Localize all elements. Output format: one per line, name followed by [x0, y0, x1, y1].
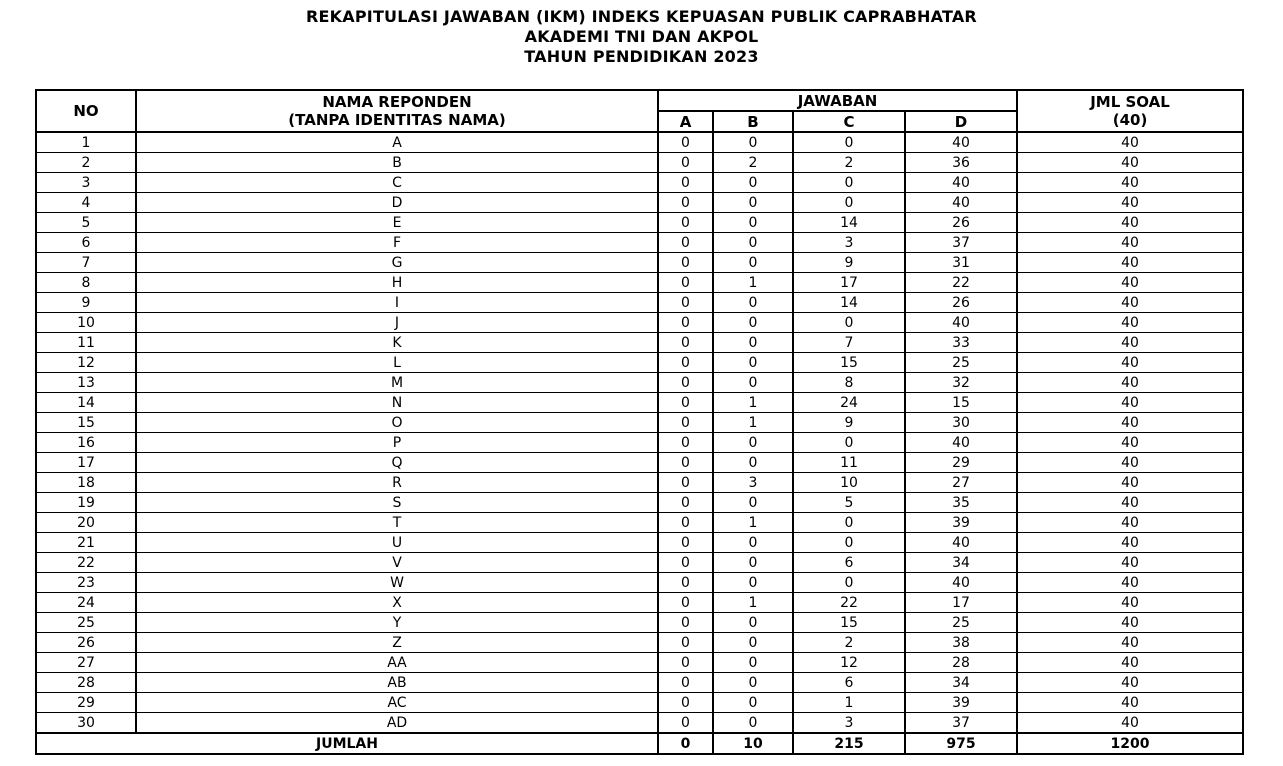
- table-row: [36, 173, 1243, 193]
- row-answer-a: 0: [658, 493, 713, 513]
- total-a: 0: [658, 733, 713, 754]
- row-total-questions: 40: [1017, 453, 1243, 473]
- row-answer-c: 0: [793, 132, 905, 153]
- row-answer-a: 0: [658, 653, 713, 673]
- row-answer-b: 2: [713, 153, 793, 173]
- row-total-questions: 40: [1017, 573, 1243, 593]
- row-answer-d: 40: [905, 313, 1017, 333]
- row-answer-b: 1: [713, 273, 793, 293]
- row-answer-a: 0: [658, 473, 713, 493]
- row-answer-b: 0: [713, 313, 793, 333]
- row-answer-c: 8: [793, 373, 905, 393]
- row-respondent: Y: [136, 613, 658, 633]
- title-line-1: REKAPITULASI JAWABAN (IKM) INDEKS KEPUASAN PUBLIK CAPRABHATAR: [306, 7, 977, 26]
- row-answer-a: 0: [658, 213, 713, 233]
- row-answer-a: 0: [658, 373, 713, 393]
- row-answer-c: 11: [793, 453, 905, 473]
- row-answer-a: 0: [658, 393, 713, 413]
- row-answer-c: 1: [793, 693, 905, 713]
- row-answer-d: 17: [905, 593, 1017, 613]
- table-row: [36, 193, 1243, 213]
- row-respondent: AC: [136, 693, 658, 713]
- row-total-questions: 40: [1017, 213, 1243, 233]
- row-answer-a: 0: [658, 173, 713, 193]
- row-answer-b: 0: [713, 293, 793, 313]
- row-answer-a: 0: [658, 713, 713, 734]
- table-row: [36, 273, 1243, 293]
- row-answer-a: 0: [658, 513, 713, 533]
- row-answer-a: 0: [658, 193, 713, 213]
- row-no: 22: [36, 553, 136, 573]
- table-row: [36, 553, 1243, 573]
- row-answer-d: 40: [905, 573, 1017, 593]
- row-answer-b: 0: [713, 132, 793, 153]
- row-answer-a: 0: [658, 573, 713, 593]
- table-row: [36, 693, 1243, 713]
- row-answer-d: 37: [905, 713, 1017, 734]
- row-respondent: U: [136, 533, 658, 553]
- row-answer-d: 31: [905, 253, 1017, 273]
- row-respondent: J: [136, 313, 658, 333]
- header-name-line-2: (TANPA IDENTITAS NAMA): [288, 111, 506, 129]
- row-no: 25: [36, 613, 136, 633]
- row-no: 29: [36, 693, 136, 713]
- row-answer-c: 0: [793, 433, 905, 453]
- row-total-questions: 40: [1017, 193, 1243, 213]
- row-respondent: H: [136, 273, 658, 293]
- row-answer-b: 0: [713, 693, 793, 713]
- row-no: 24: [36, 593, 136, 613]
- row-answer-d: 28: [905, 653, 1017, 673]
- row-answer-d: 40: [905, 433, 1017, 453]
- row-answer-b: 0: [713, 333, 793, 353]
- row-answer-c: 0: [793, 193, 905, 213]
- row-answer-d: 22: [905, 273, 1017, 293]
- row-total-questions: 40: [1017, 353, 1243, 373]
- row-no: 3: [36, 173, 136, 193]
- row-answer-a: 0: [658, 433, 713, 453]
- row-answer-a: 0: [658, 453, 713, 473]
- row-total-questions: 40: [1017, 473, 1243, 493]
- row-no: 11: [36, 333, 136, 353]
- row-total-questions: 40: [1017, 533, 1243, 553]
- row-respondent: D: [136, 193, 658, 213]
- row-answer-a: 0: [658, 313, 713, 333]
- row-no: 9: [36, 293, 136, 313]
- total-b: 10: [713, 733, 793, 754]
- row-total-questions: 40: [1017, 713, 1243, 734]
- row-no: 27: [36, 653, 136, 673]
- row-total-questions: 40: [1017, 233, 1243, 253]
- row-respondent: C: [136, 173, 658, 193]
- row-no: 12: [36, 353, 136, 373]
- row-total-questions: 40: [1017, 293, 1243, 313]
- row-no: 18: [36, 473, 136, 493]
- row-answer-a: 0: [658, 333, 713, 353]
- row-answer-d: 35: [905, 493, 1017, 513]
- row-answer-b: 0: [713, 573, 793, 593]
- row-answer-b: 0: [713, 433, 793, 453]
- row-answer-c: 14: [793, 213, 905, 233]
- row-answer-b: 0: [713, 233, 793, 253]
- row-no: 2: [36, 153, 136, 173]
- row-respondent: AD: [136, 713, 658, 734]
- row-answer-b: 0: [713, 353, 793, 373]
- row-answer-d: 26: [905, 213, 1017, 233]
- table-row: [36, 213, 1243, 233]
- row-total-questions: 40: [1017, 373, 1243, 393]
- row-answer-a: 0: [658, 293, 713, 313]
- table-row: [36, 333, 1243, 353]
- table-row: [36, 393, 1243, 413]
- row-no: 7: [36, 253, 136, 273]
- title-line-3: TAHUN PENDIDIKAN 2023: [524, 47, 759, 66]
- row-answer-c: 9: [793, 253, 905, 273]
- row-respondent: AA: [136, 653, 658, 673]
- table-row: [36, 633, 1243, 653]
- row-answer-a: 0: [658, 553, 713, 573]
- total-label: JUMLAH: [36, 733, 658, 754]
- row-answer-a: 0: [658, 413, 713, 433]
- table-footer: [36, 733, 1243, 754]
- row-total-questions: 40: [1017, 413, 1243, 433]
- table-row: [36, 453, 1243, 473]
- row-total-questions: 40: [1017, 553, 1243, 573]
- row-total-questions: 40: [1017, 613, 1243, 633]
- table-row: [36, 373, 1243, 393]
- row-no: 15: [36, 413, 136, 433]
- row-respondent: P: [136, 433, 658, 453]
- row-answer-b: 1: [713, 513, 793, 533]
- row-no: 13: [36, 373, 136, 393]
- row-total-questions: 40: [1017, 633, 1243, 653]
- table-row: [36, 313, 1243, 333]
- header-total-line-2: (40): [1112, 111, 1148, 129]
- table-row: [36, 153, 1243, 173]
- table-row: [36, 132, 1243, 153]
- row-no: 1: [36, 132, 136, 153]
- row-no: 28: [36, 673, 136, 693]
- table-body: [36, 132, 1243, 733]
- row-answer-d: 27: [905, 473, 1017, 493]
- row-total-questions: 40: [1017, 513, 1243, 533]
- row-answer-a: 0: [658, 693, 713, 713]
- header-b: B: [713, 111, 793, 132]
- header-total: [1017, 90, 1243, 132]
- row-answer-d: 26: [905, 293, 1017, 313]
- table-row: [36, 413, 1243, 433]
- row-answer-c: 5: [793, 493, 905, 513]
- table-row: [36, 253, 1243, 273]
- row-respondent: F: [136, 233, 658, 253]
- row-answer-b: 0: [713, 193, 793, 213]
- row-answer-a: 0: [658, 153, 713, 173]
- row-answer-c: 24: [793, 393, 905, 413]
- row-respondent: Z: [136, 633, 658, 653]
- row-total-questions: 40: [1017, 593, 1243, 613]
- header-total-line-1: JML SOAL: [1090, 93, 1170, 111]
- table-row: [36, 613, 1243, 633]
- row-no: 17: [36, 453, 136, 473]
- row-answer-c: 15: [793, 353, 905, 373]
- row-answer-a: 0: [658, 533, 713, 553]
- row-respondent: V: [136, 553, 658, 573]
- row-total-questions: 40: [1017, 153, 1243, 173]
- row-answer-c: 12: [793, 653, 905, 673]
- row-answer-b: 0: [713, 213, 793, 233]
- row-answer-c: 2: [793, 153, 905, 173]
- row-respondent: AB: [136, 673, 658, 693]
- row-answer-d: 29: [905, 453, 1017, 473]
- table-row: [36, 573, 1243, 593]
- row-respondent: T: [136, 513, 658, 533]
- header-name-line-1: NAMA REPONDEN: [322, 93, 472, 111]
- row-no: 6: [36, 233, 136, 253]
- row-answer-b: 0: [713, 633, 793, 653]
- row-answer-c: 9: [793, 413, 905, 433]
- total-d: 975: [905, 733, 1017, 754]
- header-name: [136, 90, 658, 132]
- row-answer-d: 36: [905, 153, 1017, 173]
- row-respondent: R: [136, 473, 658, 493]
- row-answer-c: 2: [793, 633, 905, 653]
- total-questions: 1200: [1017, 733, 1243, 754]
- row-answer-a: 0: [658, 253, 713, 273]
- row-respondent: S: [136, 493, 658, 513]
- row-respondent: G: [136, 253, 658, 273]
- row-respondent: A: [136, 132, 658, 153]
- row-respondent: B: [136, 153, 658, 173]
- row-total-questions: 40: [1017, 673, 1243, 693]
- row-no: 8: [36, 273, 136, 293]
- row-answer-a: 0: [658, 233, 713, 253]
- row-answer-b: 0: [713, 173, 793, 193]
- header-no: NO: [36, 90, 136, 132]
- row-no: 4: [36, 193, 136, 213]
- table-row: [36, 513, 1243, 533]
- row-answer-a: 0: [658, 673, 713, 693]
- header-jawaban: JAWABAN: [658, 90, 1017, 111]
- row-answer-c: 0: [793, 533, 905, 553]
- row-respondent: X: [136, 593, 658, 613]
- row-answer-b: 0: [713, 533, 793, 553]
- row-answer-c: 6: [793, 553, 905, 573]
- row-total-questions: 40: [1017, 173, 1243, 193]
- row-answer-d: 37: [905, 233, 1017, 253]
- row-answer-c: 22: [793, 593, 905, 613]
- row-answer-c: 10: [793, 473, 905, 493]
- recap-table: [35, 89, 1244, 755]
- row-respondent: W: [136, 573, 658, 593]
- row-no: 26: [36, 633, 136, 653]
- row-answer-d: 40: [905, 132, 1017, 153]
- row-answer-b: 0: [713, 713, 793, 734]
- row-answer-d: 15: [905, 393, 1017, 413]
- row-answer-b: 0: [713, 553, 793, 573]
- row-answer-c: 17: [793, 273, 905, 293]
- row-total-questions: 40: [1017, 433, 1243, 453]
- row-total-questions: 40: [1017, 313, 1243, 333]
- table-row: [36, 533, 1243, 553]
- row-total-questions: 40: [1017, 393, 1243, 413]
- row-answer-d: 40: [905, 533, 1017, 553]
- row-answer-a: 0: [658, 353, 713, 373]
- row-answer-a: 0: [658, 613, 713, 633]
- row-answer-c: 3: [793, 713, 905, 734]
- table-row: [36, 353, 1243, 373]
- total-c: 215: [793, 733, 905, 754]
- row-total-questions: 40: [1017, 333, 1243, 353]
- row-total-questions: 40: [1017, 253, 1243, 273]
- row-answer-c: 7: [793, 333, 905, 353]
- row-answer-b: 0: [713, 653, 793, 673]
- row-no: 5: [36, 213, 136, 233]
- table-row: [36, 293, 1243, 313]
- row-answer-d: 32: [905, 373, 1017, 393]
- row-answer-b: 1: [713, 413, 793, 433]
- row-respondent: L: [136, 353, 658, 373]
- row-answer-d: 30: [905, 413, 1017, 433]
- row-answer-d: 40: [905, 193, 1017, 213]
- row-answer-d: 39: [905, 513, 1017, 533]
- table-row: [36, 433, 1243, 453]
- row-total-questions: 40: [1017, 273, 1243, 293]
- row-answer-b: 0: [713, 613, 793, 633]
- row-no: 20: [36, 513, 136, 533]
- row-answer-b: 0: [713, 373, 793, 393]
- table-row: [36, 233, 1243, 253]
- row-respondent: N: [136, 393, 658, 413]
- table-header: [36, 90, 1243, 132]
- row-answer-b: 0: [713, 253, 793, 273]
- row-answer-d: 39: [905, 693, 1017, 713]
- row-answer-d: 38: [905, 633, 1017, 653]
- row-answer-b: 0: [713, 453, 793, 473]
- row-answer-d: 34: [905, 673, 1017, 693]
- row-answer-c: 0: [793, 573, 905, 593]
- row-total-questions: 40: [1017, 132, 1243, 153]
- total-row: [36, 733, 1243, 754]
- table-row: [36, 493, 1243, 513]
- row-total-questions: 40: [1017, 693, 1243, 713]
- row-respondent: E: [136, 213, 658, 233]
- row-answer-b: 1: [713, 393, 793, 413]
- row-no: 10: [36, 313, 136, 333]
- row-total-questions: 40: [1017, 653, 1243, 673]
- header-d: D: [905, 111, 1017, 132]
- table-row: [36, 713, 1243, 734]
- row-answer-b: 0: [713, 493, 793, 513]
- row-respondent: Q: [136, 453, 658, 473]
- row-answer-d: 33: [905, 333, 1017, 353]
- row-answer-c: 0: [793, 173, 905, 193]
- header-c: C: [793, 111, 905, 132]
- row-answer-b: 3: [713, 473, 793, 493]
- row-no: 23: [36, 573, 136, 593]
- row-no: 21: [36, 533, 136, 553]
- row-no: 16: [36, 433, 136, 453]
- row-answer-a: 0: [658, 273, 713, 293]
- row-no: 19: [36, 493, 136, 513]
- row-answer-d: 25: [905, 353, 1017, 373]
- title-line-2: AKADEMI TNI DAN AKPOL: [524, 27, 759, 46]
- table-row: [36, 673, 1243, 693]
- row-respondent: O: [136, 413, 658, 433]
- row-answer-c: 0: [793, 313, 905, 333]
- row-answer-c: 14: [793, 293, 905, 313]
- row-answer-a: 0: [658, 132, 713, 153]
- document-title: [0, 7, 1283, 67]
- row-answer-c: 0: [793, 513, 905, 533]
- row-no: 14: [36, 393, 136, 413]
- row-answer-a: 0: [658, 593, 713, 613]
- row-answer-c: 6: [793, 673, 905, 693]
- table-row: [36, 473, 1243, 493]
- row-answer-d: 25: [905, 613, 1017, 633]
- row-answer-b: 1: [713, 593, 793, 613]
- header-a: A: [658, 111, 713, 132]
- row-answer-b: 0: [713, 673, 793, 693]
- table-row: [36, 593, 1243, 613]
- row-respondent: M: [136, 373, 658, 393]
- table-row: [36, 653, 1243, 673]
- row-respondent: I: [136, 293, 658, 313]
- row-answer-d: 40: [905, 173, 1017, 193]
- row-no: 30: [36, 713, 136, 734]
- row-answer-c: 15: [793, 613, 905, 633]
- row-respondent: K: [136, 333, 658, 353]
- row-answer-a: 0: [658, 633, 713, 653]
- row-answer-c: 3: [793, 233, 905, 253]
- row-total-questions: 40: [1017, 493, 1243, 513]
- row-answer-d: 34: [905, 553, 1017, 573]
